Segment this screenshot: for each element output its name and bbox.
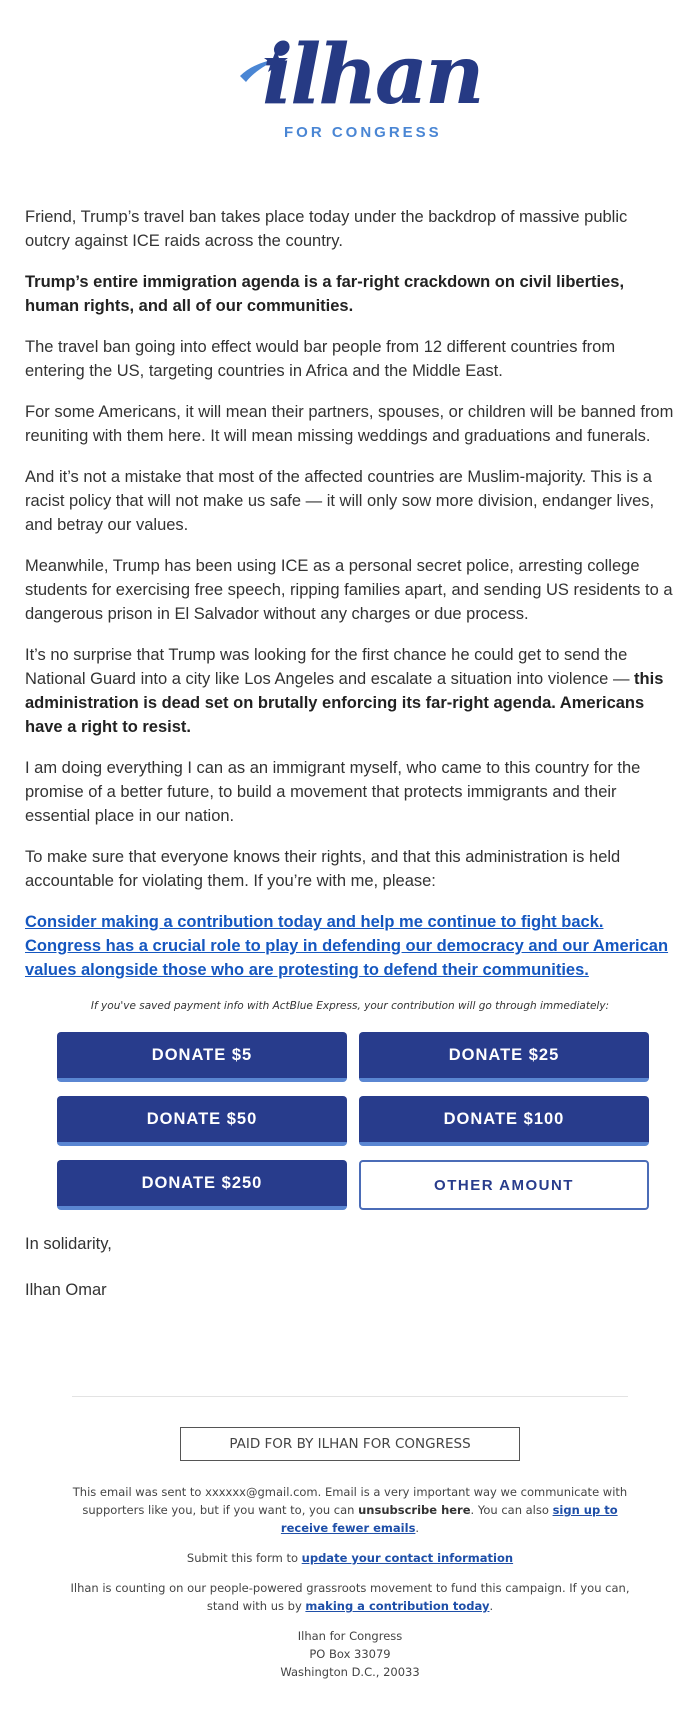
paragraph-families: For some Americans, it will mean their partners, spouses, or children will be banned from reuniting with them here. It will mean missing weddings and graduations and funerals.	[25, 403, 674, 445]
sent-mid2-text: . You can also	[470, 1503, 553, 1517]
signoff-name: Ilhan Omar	[25, 1281, 107, 1299]
footer-divider	[72, 1396, 628, 1397]
update-contact-link[interactable]: update your contact information	[301, 1551, 514, 1565]
paragraph-muslim-majority: And it’s not a mistake that most of the affected countries are Muslim-majority. This is a racist policy that will not make us safe — it will only sow more division, endanger lives, and betray our values.	[25, 468, 655, 534]
sent-pre-text: This email was sent to	[72, 1485, 206, 1499]
header-logo	[0, 0, 700, 205]
footer-update-info	[70, 1549, 630, 1567]
fewer-emails-link[interactable]: sign up to receive fewer emails	[280, 1503, 618, 1535]
donate-50-button[interactable]: DONATE $50	[57, 1096, 347, 1146]
footer-sent-notice	[70, 1483, 630, 1537]
logo-subtitle: FOR CONGRESS	[284, 124, 442, 141]
unsubscribe-link[interactable]: unsubscribe here	[358, 1503, 471, 1517]
paragraph-national-guard-text: It’s no surprise that Trump was looking for the first chance he could get to send the National Guard into a city like Los Angeles and escalate a situation into violence —	[25, 646, 635, 688]
paragraph-national-guard-bold: this administration is dead set on brutally enforcing its far-right agenda. Americans have a right to resist.	[25, 670, 664, 736]
address-line-3: Washington D.C., 20033	[280, 1665, 420, 1679]
logo-wordmark[interactable]: ilhan	[262, 27, 482, 123]
footer-address	[70, 1627, 630, 1681]
donate-100-button[interactable]: DONATE $100	[359, 1096, 649, 1146]
sent-end-text: .	[415, 1521, 420, 1535]
signoff-block	[0, 1234, 700, 1300]
email-footer	[0, 1326, 700, 1681]
paid-for-box: PAID FOR BY ILHAN FOR CONGRESS	[180, 1427, 520, 1461]
donate-5-button[interactable]: DONATE $5	[57, 1032, 347, 1082]
donate-25-button[interactable]: DONATE $25	[359, 1032, 649, 1082]
recipient-email: xxxxxx@gmail.com	[205, 1485, 318, 1499]
sent-mid-text: . Email is a very important way we communicate with supporters like you, but if you want to, you can	[82, 1485, 628, 1517]
email-body	[0, 205, 700, 1012]
address-line-1: Ilhan for Congress	[297, 1629, 403, 1643]
contribution-link[interactable]: Consider making a contribution today and help me continue to fight back. Congress has a crucial role to play in defending our democracy and our American values alongside those who are protesting to defend their communities.	[25, 913, 669, 979]
donate-250-button[interactable]: DONATE $250	[57, 1160, 347, 1210]
paragraph-ice: Meanwhile, Trump has been using ICE as a personal secret police, arresting college students for exercising free speech, ripping families apart, and sending US residents to a dangerous prison in El Salvador without any charges or due process.	[25, 557, 673, 623]
signoff-closing: In solidarity,	[25, 1235, 112, 1253]
footer-grassroots	[70, 1579, 630, 1615]
paragraph-intro: Friend, Trump’s travel ban takes place today under the backdrop of massive public outcry against ICE raids across the country.	[25, 208, 628, 250]
address-line-2: PO Box 33079	[309, 1647, 391, 1661]
paragraph-immigrant: I am doing everything I can as an immigrant myself, who came to this country for the promise of a better future, to build a movement that protects immigrants and their essential place in our nation.	[25, 759, 641, 825]
other-amount-button[interactable]: OTHER AMOUNT	[359, 1160, 649, 1210]
paragraph-travel-ban: The travel ban going into effect would bar people from 12 different countries from entering the US, targeting countries in Africa and the Middle East.	[25, 338, 616, 380]
paragraph-national-guard	[25, 643, 675, 739]
grassroots-end-text: .	[489, 1599, 494, 1613]
donate-button-grid	[0, 1032, 700, 1210]
actblue-express-note: If you've saved payment info with ActBlue Express, your contribution will go through immediately:	[90, 1000, 610, 1012]
submit-pre-text: Submit this form to	[186, 1551, 302, 1565]
paragraph-agenda: Trump’s entire immigration agenda is a far-right crackdown on civil liberties, human rights, and all of our communities.	[25, 273, 625, 315]
paragraph-rights: To make sure that everyone knows their rights, and that this administration is held accountable for violating them. If you’re with me, please:	[25, 848, 621, 890]
footer-contribution-link[interactable]: making a contribution today	[305, 1599, 490, 1613]
grassroots-pre-text: Ilhan is counting on our people-powered grassroots movement to fund this campaign. If you can, stand with us by	[70, 1581, 630, 1613]
